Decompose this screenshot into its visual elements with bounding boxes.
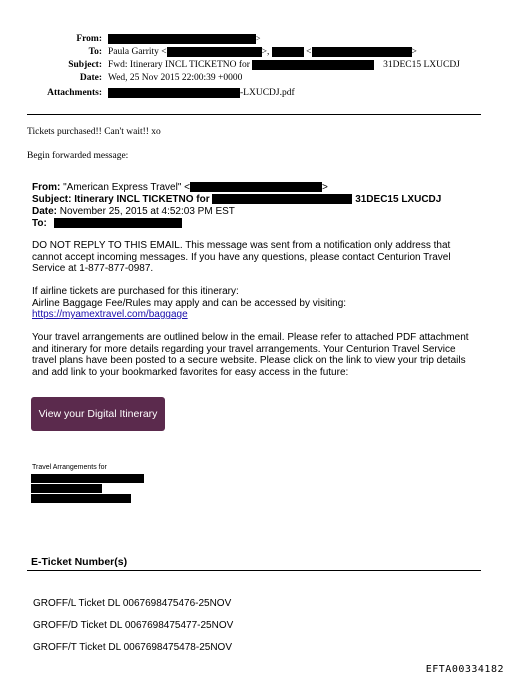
- redaction: [190, 182, 322, 192]
- arrangements-label: Travel Arrangements for: [32, 464, 107, 471]
- redaction: [31, 494, 131, 503]
- from-label: From:: [76, 34, 102, 44]
- eticket-heading: E-Ticket Number(s): [31, 556, 128, 568]
- document-id: EFTA00334182: [425, 664, 504, 675]
- fwd-date-row: [32, 206, 235, 218]
- attachment-link[interactable]: -LXUCDJ.pdf: [240, 88, 295, 98]
- personal-note: Tickets purchased!! Can't wait!! xo: [27, 127, 161, 137]
- fwd-to-row: [32, 218, 182, 230]
- fwd-to-label: To:: [32, 218, 47, 229]
- date-label: Date:: [79, 73, 102, 83]
- subject-text: Fwd: Itinerary INCL TICKETNO for: [108, 60, 250, 70]
- baggage-line-1: If airline tickets are purchased for this itinerary:: [32, 286, 239, 297]
- attachments-label: Attachments:: [47, 88, 102, 98]
- to-separator: >,: [261, 47, 270, 57]
- to-separator: <: [306, 47, 312, 57]
- redaction: [31, 474, 144, 483]
- baggage-line-2: Airline Baggage Fee/Rules may apply and can be accessed by visiting:: [32, 297, 347, 309]
- baggage-paragraph: [32, 286, 472, 321]
- fwd-subject-text: Itinerary INCL TICKETNO for: [74, 194, 210, 205]
- fwd-subject-suffix: 31DEC15 LXUCDJ: [355, 194, 442, 205]
- forward-intro: Begin forwarded message:: [27, 151, 129, 161]
- to-label: To:: [88, 47, 102, 57]
- fwd-subject-row: [32, 194, 441, 206]
- redaction: [272, 47, 304, 57]
- redaction: [54, 218, 182, 228]
- ticket-row: GROFF/L Ticket DL 0067698475476-25NOV: [33, 598, 232, 609]
- notice-paragraph: DO NOT REPLY TO THIS EMAIL. This message was sent from a notification only address that cannot accept incoming messages. If you have any questions, please contact Centurion Travel Service at 1-877-877-0987.: [32, 240, 451, 274]
- fwd-date-label: Date:: [32, 206, 58, 217]
- fwd-from-end: >: [322, 182, 328, 193]
- fwd-from-row: [32, 182, 328, 194]
- fwd-date-value: November 25, 2015 at 4:52:03 PM EST: [59, 206, 235, 217]
- date-value: Wed, 25 Nov 2015 22:00:39 +0000: [108, 73, 243, 83]
- view-itinerary-button[interactable]: View your Digital Itinerary: [31, 397, 165, 431]
- ticket-row: GROFF/T Ticket DL 0067698475478-25NOV: [33, 642, 232, 653]
- baggage-link[interactable]: https://myamextravel.com/baggage: [32, 309, 188, 320]
- subject-label: Subject:: [68, 60, 102, 70]
- fwd-from-label: From:: [32, 182, 61, 193]
- redaction: [108, 34, 256, 44]
- ticket-row: GROFF/D Ticket DL 0067698475477-25NOV: [33, 620, 234, 631]
- to-end: >: [411, 47, 417, 57]
- fwd-from-value: "American Express Travel" <: [63, 182, 190, 193]
- fwd-subject-label: Subject:: [32, 194, 72, 205]
- header-divider: [27, 114, 481, 115]
- eticket-divider: [27, 570, 481, 571]
- arrangements-paragraph: Your travel arrangements are outlined below in the email. Please refer to attached PDF attachment and itinerary for more details regarding your travel arrangements. Your Centurion Travel Service travel plans have been posted to a secure website. Please click on the link to view your trip details and add link to your bookmarked favorites for easy access in the future:: [32, 332, 469, 378]
- redaction: [31, 484, 102, 493]
- redaction: [252, 60, 374, 70]
- redaction: [212, 194, 352, 204]
- redaction: [108, 88, 240, 98]
- subject-suffix: 31DEC15 LXUCDJ: [383, 60, 460, 70]
- to-name: Paula Garrity <: [108, 47, 167, 57]
- redaction: [312, 47, 412, 57]
- redaction: [167, 47, 262, 57]
